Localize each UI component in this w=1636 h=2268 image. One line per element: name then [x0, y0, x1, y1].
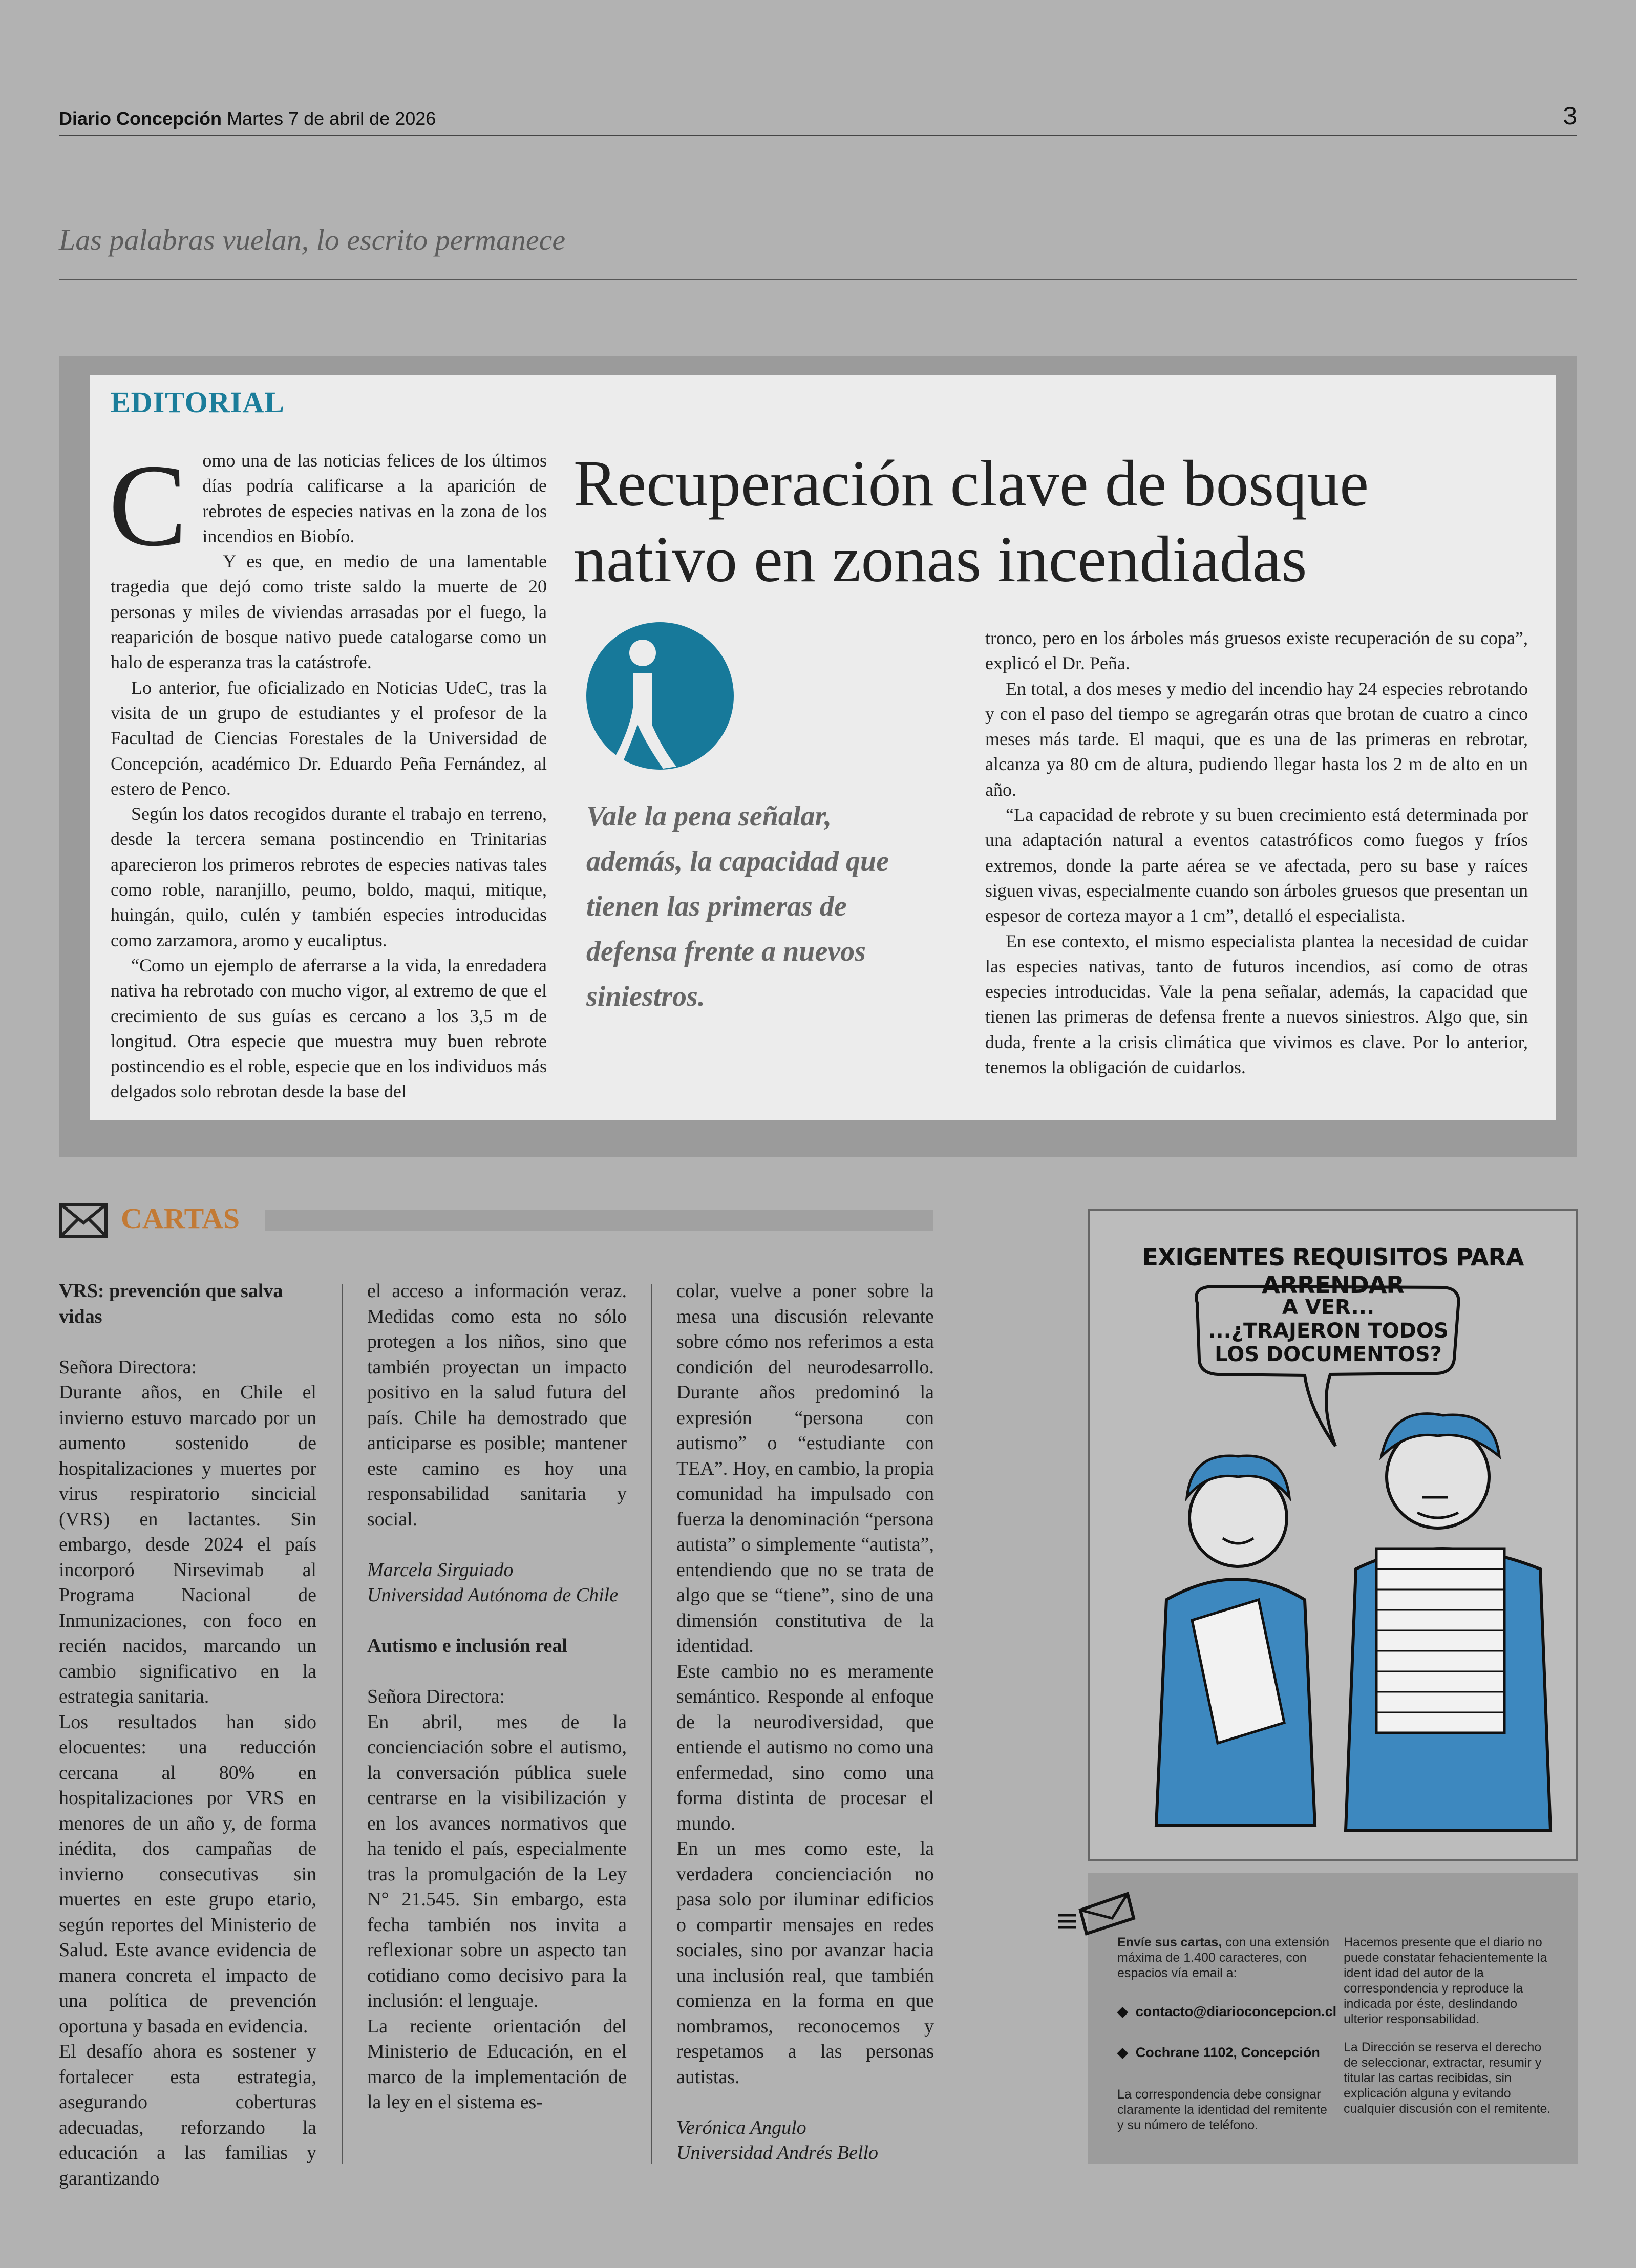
speech-line: A VER... — [1282, 1296, 1375, 1319]
submission-intro — [1117, 1935, 1332, 1981]
editorial-paragraph: Y es que, en medio de una lamentable tragedia que dejó como triste saldo la muerte de 20 personas y miles de viviendas arrasadas por el fuego, la reaparición de bosque nativo puede catalogarse como un halo de esperanza tras la catástrofe. — [111, 551, 547, 673]
diamond-bullet-icon: ◆ — [1117, 2004, 1128, 2019]
letter-salutation: Señora Directora: — [367, 1686, 505, 1707]
letter-title: VRS: prevención que salva vidas — [59, 1280, 283, 1327]
spacer — [59, 1329, 316, 1355]
letter-paragraph: Durante años, en Chile el invierno estuvo marcado por un aumento sostenido de hospitalizaciones y muertes por virus respiratorio sincicial (VRS) en lactantes. Sin embargo, desde 2024 el país incorporó Nirsevimab al Programa Nacional de Inmunizaciones, con foco en recién nacidos, marcando un cambio significativo en la estrategia sanitaria. — [59, 1382, 316, 1707]
diamond-bullet-icon: ◆ — [1117, 2045, 1128, 2060]
email-line — [1117, 2004, 1336, 2020]
letters-column-2 — [367, 1279, 627, 2115]
info-icon-glyph — [586, 622, 734, 770]
spacer — [367, 1608, 627, 1634]
cartas-bar — [265, 1210, 933, 1231]
letter-paragraph: colar, vuelve a poner sobre la mesa una discusión relevante sobre cómo nos referimos a esta condición del neurodesarrollo. Durante años predominó la expresión “persona con autismo” o “estudiante con TEA”. Hoy, en cambio, la propia comunidad ha impulsado con fuerza la denominación “persona autista” o simplemente “autista”, entendiendo que no se trata de algo que se “tiene”, sino de una dimensión constitutiva de la identidad. — [676, 1280, 934, 1657]
speech-line: LOS DOCUMENTOS? — [1215, 1343, 1442, 1366]
submission-lead: Envíe sus cartas, — [1117, 1935, 1222, 1949]
page-number: 3 — [1563, 101, 1577, 130]
editorial-paragraph: tronco, pero en los árboles más gruesos existe recuperación de su copa”, explicó el Dr. Peña. — [985, 628, 1528, 674]
editorial-label: EDITORIAL — [111, 386, 285, 419]
drop-cap: C — [109, 440, 187, 570]
letter-paragraph: La reciente orientación del Ministerio de Educación, en el marco de la implementación de la ley en el sistema es- — [367, 2015, 627, 2113]
letters-column-1 — [59, 1279, 316, 2191]
address-line — [1117, 2045, 1320, 2061]
letter-paragraph: El desafío ahora es sostener y fortalecer esta estrategia, asegurando coberturas adecuadas, reforzando la educación a las familias y garantizando — [59, 2041, 316, 2189]
letter-paragraph: Este cambio no es meramente semántico. Responde al enfoque de la neurodiversidad, que entiende el autismo no como una enfermedad, sino como una forma distinta de procesar el mundo. — [676, 1660, 934, 1834]
spacer — [367, 1659, 627, 1685]
flying-envelope-icon — [1056, 1890, 1138, 1936]
notice-1: Hacemos presente que el diario no puede constatar fehacientemente la ident idad del autor de la correspondencia y reproduce la indicada por éste, deslindando ulterior responsabilidad. — [1344, 1935, 1547, 2026]
letter-institution: Universidad Andrés Bello — [676, 2142, 879, 2164]
letters-column-3 — [676, 1279, 934, 2166]
letter-paragraph: Los resultados han sido elocuentes: una reducción cercana al 80% en hospitalizaciones por VRS en menores de un año y, de forma inédita, dos campañas de invierno consecutivas sin muertes en este grupo etario, según reportes del Ministerio de Salud. Este avance evidencia de manera concreta el impacto de una política de prevención oportuna y basada en evidencia. — [59, 1711, 316, 2037]
publication-name: Diario Concepción — [59, 108, 222, 129]
letter-institution: Universidad Autónoma de Chile — [367, 1584, 619, 1606]
pull-quote: Vale la pena señalar, además, la capacidad que tienen las primeras de defensa frente a nuevos siniestros. — [586, 800, 889, 1012]
page-header — [59, 102, 1577, 136]
editorial-paragraph: En ese contexto, el mismo especialista plantea la necesidad de cuidar las especies nativas, tanto de futuros incendios, así como de otras especies introducidas. Vale la pena señalar, además, la capacidad que tienen las primeras de defensa frente a nuevos siniestros. Algo que, sin duda, frente a la crisis climática que vivimos es clave. Por lo anterior, tenemos la obligación de cuidarlos. — [985, 930, 1528, 1078]
notice-2: La Dirección se reserva el derecho de seleccionar, extractar, resumir y titular las cartas recibidas, sin explicación alguna y evitando cualquier discusión con el remitente. — [1344, 2040, 1551, 2116]
column-divider — [342, 1284, 343, 2164]
editorial-column-1 — [109, 440, 547, 1109]
publication-date: Martes 7 de abril de 2026 — [227, 108, 436, 129]
cartoon-title: EXIGENTES REQUISITOS PARA ARRENDAR — [1142, 1243, 1524, 1299]
editorial-paragraph: “Como un ejemplo de aferrarse a la vida, la enredadera nativa ha rebrotado con mucho vigor, al extremo de que el crecimiento de sus guías es cercano a los 3,5 m de longitud. Otra especie que muestra muy buen rebrote postincendio es el roble, especie que en los individuos más delgados solo rebrotan desde la base del — [111, 955, 547, 1102]
cartoon-speech — [1205, 1296, 1451, 1366]
letter-salutation: Señora Directora: — [59, 1356, 197, 1378]
editorial-paragraph: Según los datos recogidos durante el trabajo en terreno, desde la tercera semana postincendio en Trinitarias aparecieron los primeros rebrotes de especies nativas tales como roble, naranjillo, peumo, boldo, maqui, mitique, huingán, quilo, culén y también especies introducidas como zarzamora, aromo y eucaliptus. — [111, 803, 547, 950]
editorial-headline: Recuperación clave de bosque nativo en zonas incendiadas — [573, 447, 1369, 596]
spacer — [676, 2090, 934, 2115]
editorial-paragraph: “La capacidad de rebrote y su buen crecimiento está determinada por una adaptación natural a eventos catastróficos como fuegos y fríos extremos, donde la parte aérea se ve afectada, pero su base y raíces siguen vivas, especialmente cuando son árboles gruesos que presentan un espesor de corteza mayor a 1 cm”, detalló el especialista. — [985, 804, 1528, 926]
spacer — [367, 1532, 627, 1558]
submission-text: con una extensión máxima de 1.400 caracteres, con espacios vía email a: — [1117, 1935, 1330, 1980]
motto-band — [59, 218, 1577, 280]
info-icon — [586, 622, 734, 770]
letter-author: Verónica Angulo — [676, 2116, 806, 2138]
letter-title: Autismo e inclusión real — [367, 1635, 567, 1657]
editorial-column-3 — [985, 626, 1528, 1117]
editorial-paragraph: omo una de las noticias felices de los últimos días podría calificarse a la aparición de rebrotes de especies nativas en la zona de los incendios en Biobío. — [202, 450, 547, 546]
editorial-paragraph: Lo anterior, fue oficializado en Noticias UdeC, tras la visita de un grupo de estudiantes y el profesor de la Facultad de Ciencias Forestales de la Universidad de Concepción, académico Dr. Eduardo Peña Fernández, al estero de Penco. — [111, 677, 547, 799]
letter-author: Marcela Sirguiado — [367, 1559, 514, 1581]
letter-paragraph: el acceso a información veraz. Medidas como esta no sólo protegen a los niños, sino que también proyectan un impacto positivo en la salud futura del país. Chile ha demostrado que anticiparse es posible; mantener este camino es hoy una responsabilidad sanitaria y social. — [367, 1280, 627, 1530]
cartas-label: CARTAS — [121, 1202, 240, 1235]
motto: Las palabras vuelan, lo escrito permanece — [59, 223, 566, 257]
speech-line: ...¿TRAJERON TODOS — [1208, 1319, 1449, 1343]
column-divider — [651, 1284, 652, 2164]
publication-line — [59, 108, 436, 130]
envelope-icon — [59, 1202, 108, 1238]
correspondence-note: La correspondencia debe consignar claramente la identidad del remitente y su número de teléfono. — [1117, 2087, 1327, 2132]
letter-paragraph: En abril, mes de la concienciación sobre el autismo, la conversación pública suele centrarse en la visibilización y en los avances normativos que ha tenido el país, especialmente tras la promulgación de la Ley N° 21.545. Sin embargo, esta fecha también nos invita a reflexionar sobre un aspecto tan cotidiano como decisivo para la inclusión: el lenguaje. — [367, 1711, 627, 2011]
editorial-paragraph: En total, a dos meses y medio del incendio hay 24 especies rebrotando y con el paso del tiempo se agregarán otras que brotan de cuatro a cinco meses más tarde. El maqui, que es una de las primeras en rebrotar, alcanza ya 80 cm de altura, pudiendo llegar hasta los 2 m de alto en un año. — [985, 678, 1528, 800]
contact-email[interactable]: contacto@diarioconcepcion.cl — [1135, 2004, 1337, 2019]
postal-address: Cochrane 1102, Concepción — [1135, 2045, 1320, 2060]
letter-paragraph: En un mes como este, la verdadera concienciación no pasa solo por iluminar edificios o compartir mensajes en redes sociales, sino por avanzar hacia una inclusión real, que también comienza en la forma en que nombramos, reconocemos y respetamos a las personas autistas. — [676, 1838, 934, 2088]
